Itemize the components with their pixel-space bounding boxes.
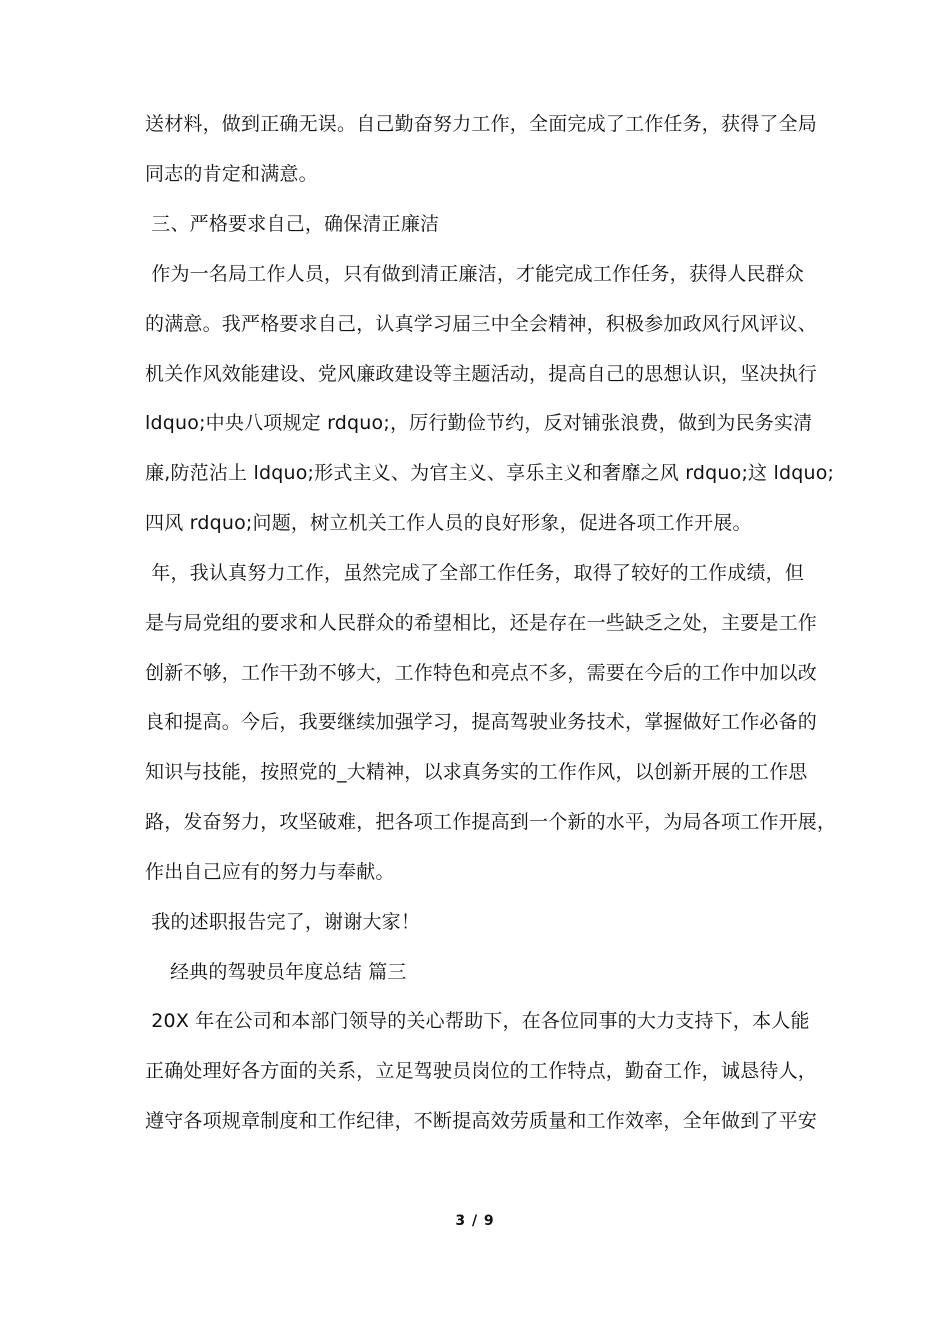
text-line: 创新不够，工作干劲不够大，工作特色和亮点不多，需要在今后的工作中加以改 [145,662,818,684]
text-line: 年，我认真努力工作，虽然完成了全部工作任务，取得了较好的工作成绩，但 [145,562,805,584]
text-line: 送材料，做到正确无误。自己勤奋努力工作，全面完成了工作任务，获得了全局 [145,113,818,135]
text-line: 的满意。我严格要求自己，认真学习届三中全会精神，积极参加政风行风评议、 [145,313,818,335]
text-line: 良和提高。今后，我要继续加强学习，提高驾驶业务技术，掌握做好工作必备的 [145,711,818,733]
text-line: 四风 rdquo;问题，树立机关工作人员的良好形象，促进各项工作开展。 [145,512,752,534]
text-line: 是与局党组的要求和人民群众的希望相比，还是存在一些缺乏之处，主要是工作 [145,612,818,634]
text-line: 正确处理好各方面的关系，立足驾驶员岗位的工作特点，勤奋工作，诚恳待人， [145,1060,818,1082]
text-line: 作出自己应有的努力与奉献。 [145,861,395,883]
text-line: 同志的肯定和满意。 [145,163,318,185]
page-number: 3 / 9 [455,1213,495,1229]
text-line: ldquo;中央八项规定 rdquo;，厉行勤俭节约，反对铺张浪费，做到为民务实清 [145,412,813,434]
text-line: 遵守各项规章制度和工作纪律，不断提高效劳质量和工作效率，全年做到了平安 [145,1110,818,1132]
text-line: 我的述职报告完了，谢谢大家！ [145,911,421,933]
section-title: 经典的驾驶员年度总结 篇三 [145,961,407,983]
text-line: 廉,防范沾上 ldquo;形式主义、为官主义、享乐主义和奢靡之风 rdquo;这 ldquo; [145,462,835,484]
text-line: 作为一名局工作人员，只有做到清正廉洁，才能完成工作任务，获得人民群众 [145,263,805,285]
text-line: 机关作风效能建设、党风廉政建设等主题活动，提高自己的思想认识，坚决执行 [145,363,818,385]
text-line: 20X 年在公司和本部门领导的关心帮助下，在各位同事的大力支持下，本人能 [145,1010,810,1032]
text-line: 路，发奋努力，攻坚破难，把各项工作提高到一个新的水平，为局各项工作开展， [145,811,837,833]
text-line: 知识与技能，按照党的_大精神，以求真务实的工作作风，以创新开展的工作思 [145,761,808,783]
section-heading: 三、严格要求自己，确保清正廉洁 [145,213,440,235]
